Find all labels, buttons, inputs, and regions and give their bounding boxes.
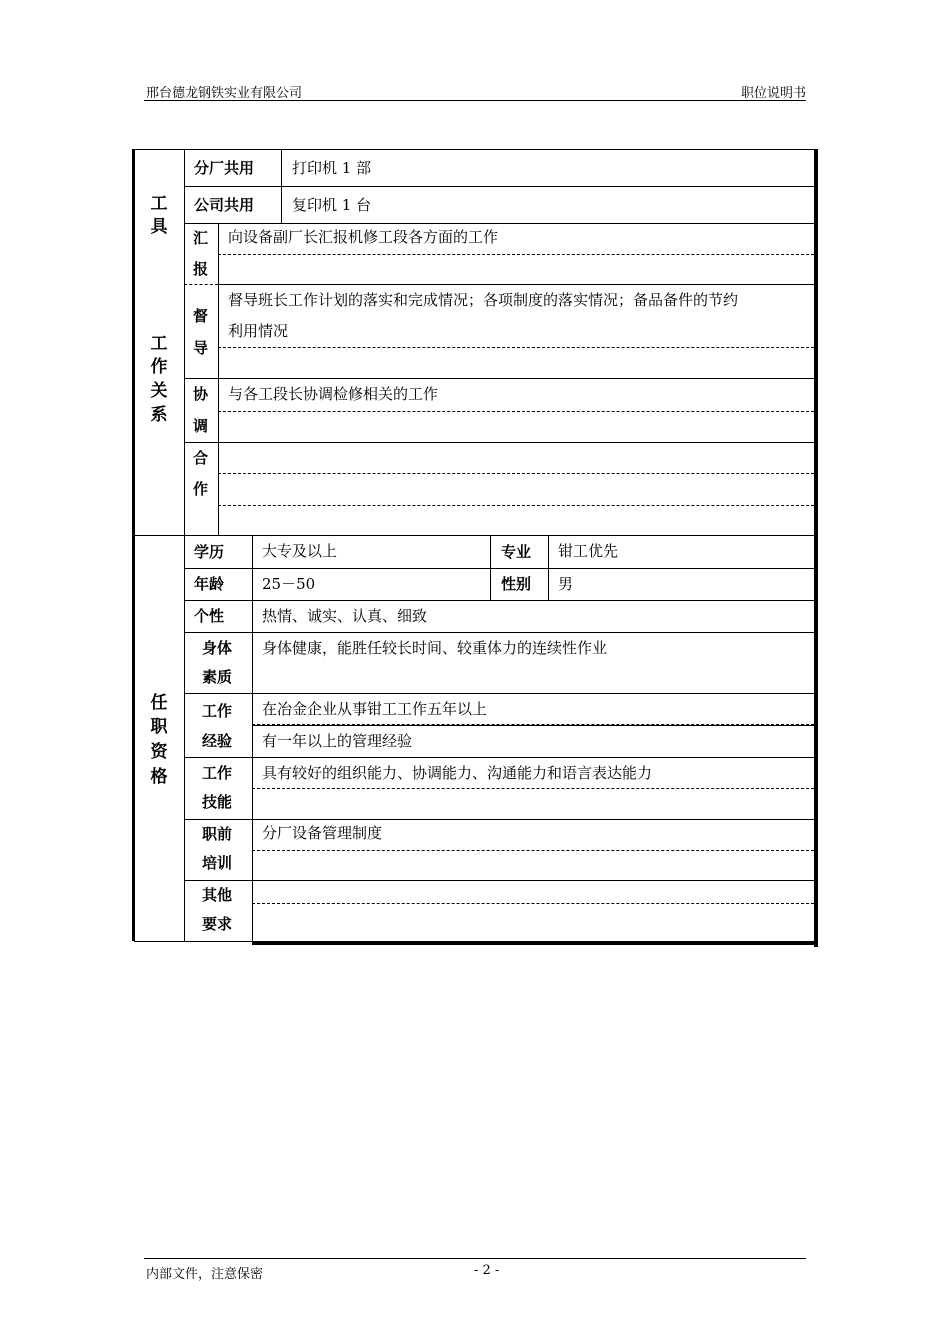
other-label-line-2: 要求 — [202, 915, 233, 933]
coordinate-text: 与各工段长协调检修相关的工作 — [228, 385, 439, 403]
qualifications-section-char-3: 资 — [150, 742, 168, 762]
tools-section-char-1: 工 — [150, 194, 168, 214]
supervise-text-line-2: 利用情况 — [228, 322, 289, 340]
experience-text-line-1: 在冶金企业从事钳工工作五年以上 — [262, 700, 488, 718]
report-label-char-1: 汇 — [193, 229, 209, 247]
physique-label-line-2: 素质 — [202, 668, 233, 686]
supervise-label-char-2: 导 — [193, 339, 209, 357]
other-label-line-1: 其他 — [202, 886, 233, 904]
relations-section-char-4: 系 — [150, 405, 168, 425]
supervise-label-char-1: 督 — [193, 307, 209, 325]
tools-row-label: 公司共用 — [194, 196, 255, 214]
education-value: 大专及以上 — [262, 542, 338, 560]
gender-label: 性别 — [501, 575, 532, 593]
major-label: 专业 — [501, 543, 532, 561]
relations-section-char-2: 作 — [150, 357, 168, 377]
experience-label-line-1: 工作 — [202, 702, 233, 720]
experience-text-line-2: 有一年以上的管理经验 — [262, 732, 413, 750]
personality-value: 热情、诚实、认真、细致 — [262, 607, 428, 625]
tools-section-char-2: 具 — [150, 217, 168, 237]
coordinate-label-char-2: 调 — [193, 417, 209, 435]
coordinate-label-char-1: 协 — [193, 385, 209, 403]
tools-row-label: 分厂共用 — [194, 159, 255, 177]
confidential-note: 内部文件，注意保密 — [146, 1267, 264, 1282]
tools-row-value: 复印机 1 台 — [292, 196, 372, 214]
qualifications-section-char-2: 职 — [150, 717, 168, 737]
page-header — [144, 80, 806, 101]
physique-label-line-1: 身体 — [202, 639, 233, 657]
age-value: 25－50 — [262, 575, 316, 593]
cooperate-label-char-2: 作 — [193, 480, 209, 498]
report-label-char-2: 报 — [193, 260, 209, 278]
training-label-line-1: 职前 — [202, 825, 233, 843]
qualifications-section-char-1: 任 — [150, 693, 168, 713]
major-value: 钳工优先 — [558, 542, 619, 560]
age-label: 年龄 — [194, 575, 225, 593]
personality-label: 个性 — [194, 607, 225, 625]
report-text: 向设备副厂长汇报机修工段各方面的工作 — [228, 228, 499, 246]
gender-value: 男 — [558, 575, 574, 593]
relations-section-char-3: 关 — [150, 381, 168, 401]
cooperate-label-char-1: 合 — [193, 449, 209, 467]
experience-label-line-2: 经验 — [202, 732, 233, 750]
relations-section-char-1: 工 — [150, 334, 168, 354]
company-name: 邢台德龙钢铁实业有限公司 — [146, 86, 303, 101]
physique-value: 身体健康，能胜任较长时间、较重体力的连续性作业 — [262, 639, 608, 657]
supervise-text-line-1: 督导班长工作计划的落实和完成情况；各项制度的落实情况；备品备件的节约 — [228, 291, 739, 309]
skills-label-line-1: 工作 — [202, 764, 233, 782]
qualifications-section-char-4: 格 — [150, 767, 168, 787]
page-number: - 2 - — [474, 1263, 500, 1278]
skills-text: 具有较好的组织能力、协调能力、沟通能力和语言表达能力 — [262, 764, 653, 782]
training-label-line-2: 培训 — [202, 854, 233, 872]
skills-label-line-2: 技能 — [202, 793, 233, 811]
education-label: 学历 — [194, 543, 225, 561]
training-text: 分厂设备管理制度 — [262, 824, 383, 842]
tools-row-value: 打印机 1 部 — [292, 159, 372, 177]
page-footer — [144, 1258, 806, 1283]
document-title: 职位说明书 — [740, 86, 806, 101]
